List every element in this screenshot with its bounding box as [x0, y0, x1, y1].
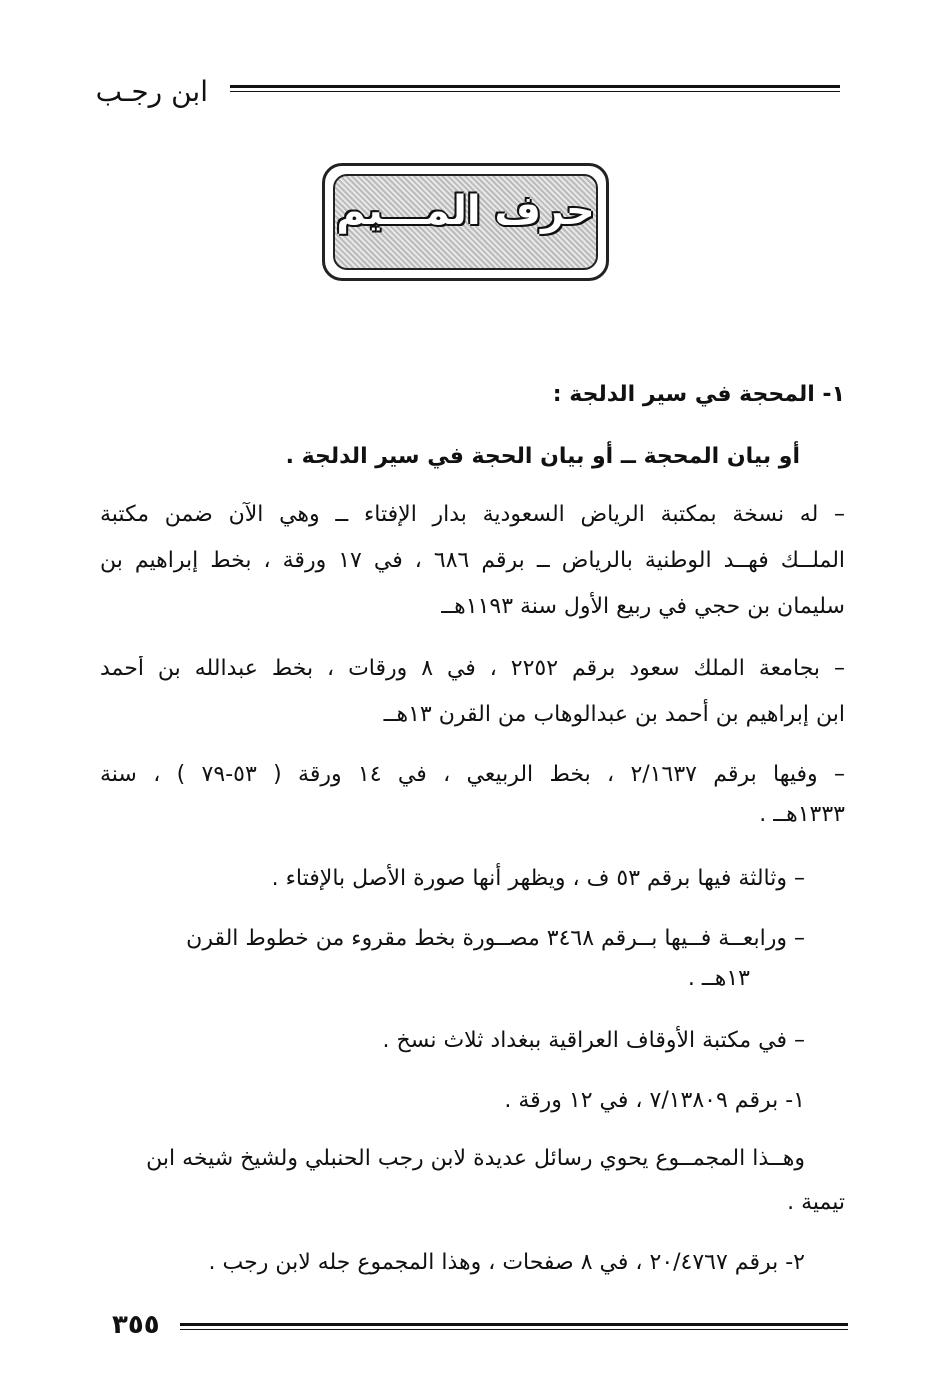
- para1-line1: – له نسخة بمكتبة الرياض السعودية بدار الإفتاء ــ وهي الآن ضمن مكتبة: [100, 502, 845, 527]
- para3-line2: ١٣٣٣هــ .: [759, 802, 845, 827]
- header-rule-thin: [230, 91, 840, 92]
- para7-line2: تيمية .: [787, 1190, 845, 1215]
- para4: – وثالثة فيها برقم ٥٣ ف ، ويظهر أنها صورة الأصل بالإفتاء .: [271, 866, 805, 891]
- chapter-title: حرف المـــيم: [336, 188, 595, 234]
- footer-rule-thin: [180, 1329, 848, 1330]
- para7-line1: وهــذا المجمــوع يحوي رسائل عديدة لابن رجب الحنبلي ولشيخ شيخه ابن: [146, 1146, 805, 1171]
- footer-rule: [180, 1323, 848, 1326]
- para5-line1: – ورابعــة فــيها بــرقم ٣٤٦٨ مصــورة بخط مقروء من خطوط القرن: [186, 926, 805, 951]
- running-title: ابن رجـب: [95, 75, 208, 108]
- chapter-title-box: [322, 163, 609, 281]
- item2: ٢- برقم ٢٠/٤٧٦٧ ، في ٨ صفحات ، وهذا المجموع جله لابن رجب .: [208, 1250, 805, 1275]
- para5-line2: ١٣هــ .: [687, 966, 750, 991]
- page-number: ٣٥٥: [112, 1310, 160, 1340]
- para2-line1: – بجامعة الملك سعود برقم ٢٢٥٢ ، في ٨ ورقات ، بخط عبدالله بن أحمد: [100, 656, 845, 681]
- page-header: [95, 75, 840, 115]
- para3-line1: – وفيها برقم ٢/١٦٣٧ ، بخط الربيعي ، في ١٤ ورقة ( ٥٣-٧٩ ) ، سنة: [100, 762, 845, 787]
- para1-line2: الملــك فهــد الوطنية بالرياض ــ برقم ٦٨٦ ، في ١٧ ورقة ، بخط إبراهيم بن: [100, 548, 845, 573]
- para6: – في مكتبة الأوقاف العراقية ببغداد ثلاث نسخ .: [382, 1028, 805, 1053]
- entry-heading: ١- المحجة في سير الدلجة :: [552, 382, 845, 407]
- para2-line2: ابن إبراهيم بن أحمد بن عبدالوهاب من القرن ١٣هــ: [383, 702, 845, 727]
- header-rule: [230, 85, 840, 88]
- item1: ١- برقم ٧/١٣٨٠٩ ، في ١٢ ورقة .: [504, 1088, 805, 1113]
- entry-subtitle: أو بيان المحجة ــ أو بيان الحجة في سير الدلجة .: [285, 444, 800, 469]
- para1-line3: سليمان بن حجي في ربيع الأول سنة ١١٩٣هــ: [441, 594, 845, 619]
